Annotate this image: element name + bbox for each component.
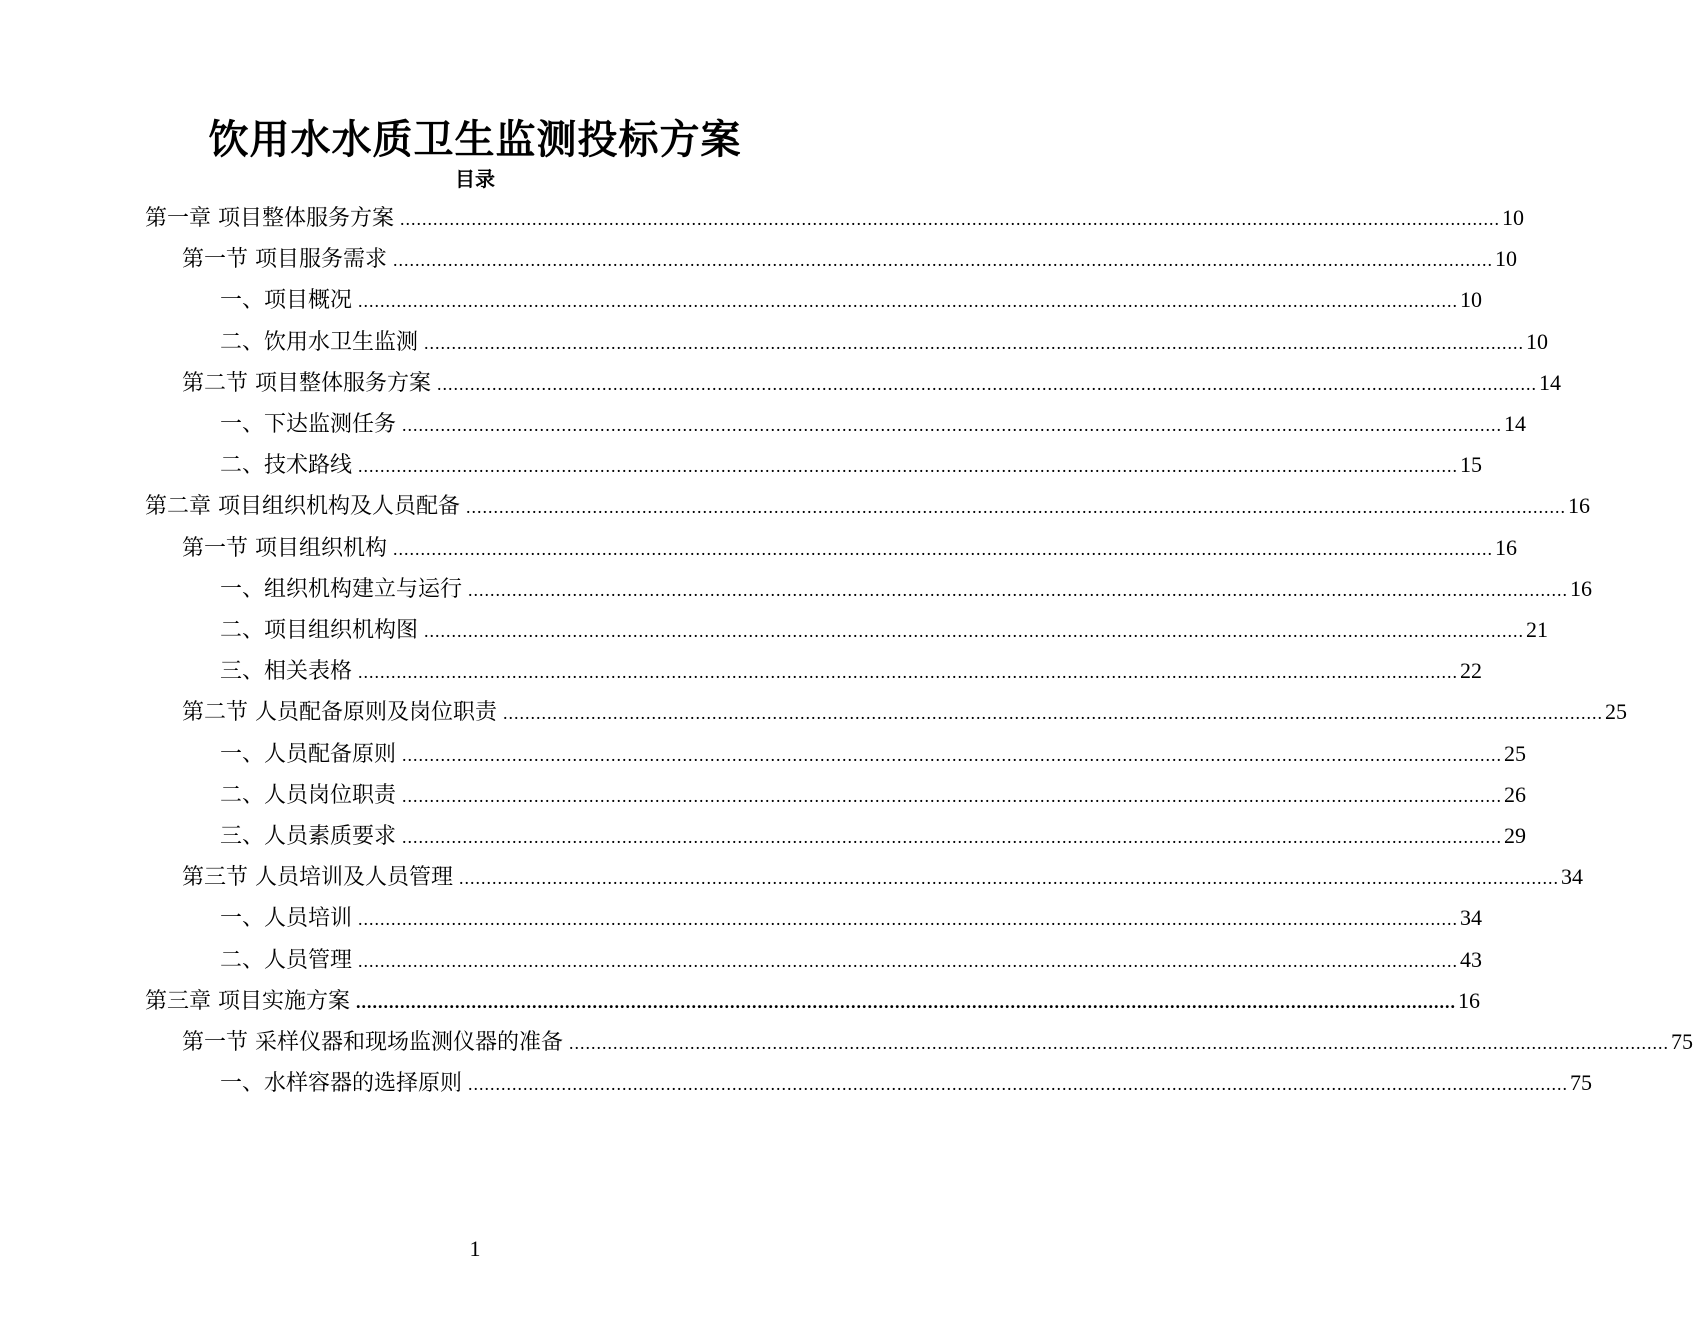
toc-entry-label: 第三章 项目实施方案 — [145, 988, 350, 1014]
toc-dot-leader: ........................................................................................................................................................................................................ — [424, 332, 1525, 353]
toc-entry-page: 21 — [1526, 617, 1549, 642]
toc-entry-label: 二、饮用水卫生监测 — [220, 329, 419, 355]
toc-entry-page: 16 — [1458, 987, 1480, 1013]
toc-entry-page: 34 — [1561, 864, 1583, 890]
toc-dot-leader: ........................................................................................................................................................................................................ — [466, 497, 1566, 518]
toc-entry-page: 10 — [1460, 287, 1483, 313]
toc-dot-leader: ........................................................................................................................................................................................................ — [402, 415, 1503, 435]
toc-dot-leader: ........................................................................................................................................................................................................ — [358, 456, 1459, 477]
toc-dot-leader: ........................................................................................................................................................................................................ — [468, 1074, 1569, 1095]
toc-entry[interactable] — [220, 651, 1483, 691]
toc-dot-leader: ........................................................................................................................................................................................................ — [358, 662, 1459, 683]
toc-entry-page: 43 — [1460, 946, 1483, 972]
toc-entry-page: 10 — [1526, 328, 1549, 354]
toc-dot-leader: ........................................................................................................................................................................................................ — [358, 291, 1459, 312]
toc-entry-page: 29 — [1504, 823, 1527, 848]
toc-entry-page: 22 — [1460, 658, 1483, 684]
toc-entry[interactable] — [145, 981, 1480, 1021]
toc-entry[interactable] — [220, 445, 1483, 485]
toc-dot-leader: ........................................................................................................................................................................................................ — [393, 538, 1493, 559]
toc-entry-label: 二、人员管理 — [220, 947, 353, 973]
toc-entry[interactable] — [182, 239, 1517, 279]
toc-dot-leader: ........................................................................................................................................................................................................ — [402, 785, 1503, 806]
toc-entry[interactable] — [220, 404, 1527, 444]
toc-dot-leader: ........................................................................................................................................................................................................ — [468, 579, 1569, 600]
toc-entry-page: 75 — [1671, 1029, 1693, 1054]
toc-dot-leader: ........................................................................................................................................................................................................ — [356, 991, 1456, 1012]
toc-entry-page: 26 — [1504, 781, 1527, 807]
toc-entry-label: 二、项目组织机构图 — [220, 618, 419, 643]
toc-dot-leader: ........................................................................................................................................................................................................ — [437, 373, 1537, 394]
toc-entry-label: 第一节 项目服务需求 — [182, 247, 387, 273]
toc-entry-label: 三、相关表格 — [220, 659, 353, 685]
toc-entry[interactable] — [220, 322, 1549, 362]
toc-dot-leader: ........................................................................................................................................................................................................ — [402, 827, 1503, 847]
toc-entry[interactable] — [220, 898, 1483, 938]
toc-dot-leader: ........................................................................................................................................................................................................ — [358, 909, 1459, 930]
toc-entry-label: 三、人员素质要求 — [220, 824, 397, 849]
toc-entry[interactable] — [182, 1022, 1693, 1062]
toc-entry-page: 34 — [1460, 905, 1483, 931]
document-title: 饮用水水质卫生监测投标方案 — [208, 116, 742, 163]
toc-dot-leader: ........................................................................................................................................................................................................ — [569, 1033, 1669, 1053]
toc-entry[interactable] — [220, 775, 1527, 815]
toc-entry[interactable] — [220, 816, 1527, 856]
toc-entry-label: 一、人员培训 — [220, 906, 353, 932]
toc-entry-page: 25 — [1605, 699, 1627, 725]
toc-entry-label: 一、项目概况 — [220, 288, 353, 314]
toc-entry-label: 第二节 项目整体服务方案 — [182, 370, 431, 396]
toc-entry-label: 第一节 项目组织机构 — [182, 535, 387, 561]
toc-entry-label: 第三节 人员培训及人员管理 — [182, 865, 453, 891]
toc-entry-page: 75 — [1570, 1070, 1593, 1096]
toc-entry-page: 10 — [1502, 205, 1524, 230]
toc-entry-page: 15 — [1460, 452, 1483, 478]
toc-dot-leader: ........................................................................................................................................................................................................ — [459, 868, 1559, 889]
toc-entry[interactable] — [182, 528, 1517, 568]
toc-entry[interactable] — [220, 734, 1527, 774]
toc-entry[interactable] — [220, 940, 1483, 980]
toc-entry-label: 一、水样容器的选择原则 — [220, 1071, 463, 1097]
toc-entry-label: 第一节 采样仪器和现场监测仪器的准备 — [182, 1030, 563, 1055]
toc-entry[interactable] — [220, 569, 1593, 609]
toc-entry-label: 一、下达监测任务 — [220, 412, 397, 437]
toc-heading: 目录 — [455, 167, 495, 191]
toc-entry[interactable] — [145, 198, 1524, 238]
toc-dot-leader: ........................................................................................................................................................................................................ — [400, 209, 1500, 229]
toc-entry-page: 16 — [1495, 534, 1517, 560]
toc-entry-page: 14 — [1539, 369, 1561, 395]
toc-entry[interactable] — [220, 610, 1549, 650]
toc-dot-leader: ........................................................................................................................................................................................................ — [402, 744, 1503, 765]
toc-entry-page: 10 — [1495, 246, 1517, 272]
toc-entry-label: 一、人员配备原则 — [220, 741, 397, 767]
toc-entry-page: 16 — [1568, 493, 1590, 519]
toc-entry[interactable] — [182, 857, 1583, 897]
toc-entry[interactable] — [182, 692, 1627, 732]
toc-entry[interactable] — [182, 363, 1561, 403]
toc-entry-label: 第二节 人员配备原则及岗位职责 — [182, 700, 497, 726]
toc-entry-label: 二、技术路线 — [220, 453, 353, 479]
toc-entry-page: 25 — [1504, 740, 1527, 766]
toc-entry[interactable] — [220, 1063, 1593, 1103]
page-number: 1 — [469, 1236, 481, 1261]
toc-entry-label: 第一章 项目整体服务方案 — [145, 206, 394, 231]
toc-entry[interactable] — [220, 280, 1483, 320]
toc-entry-label: 二、人员岗位职责 — [220, 782, 397, 808]
toc-entry[interactable] — [145, 486, 1590, 526]
toc-entry-page: 14 — [1504, 411, 1527, 436]
toc-entry-label: 第二章 项目组织机构及人员配备 — [145, 494, 460, 520]
toc-entry-label: 一、组织机构建立与运行 — [220, 576, 463, 602]
toc-dot-leader: ........................................................................................................................................................................................................ — [503, 703, 1603, 724]
toc-dot-leader: ........................................................................................................................................................................................................ — [358, 950, 1459, 971]
toc-dot-leader: ........................................................................................................................................................................................................ — [393, 250, 1493, 271]
toc-dot-leader: ........................................................................................................................................................................................................ — [424, 621, 1525, 641]
toc-entry-page: 16 — [1570, 575, 1593, 601]
